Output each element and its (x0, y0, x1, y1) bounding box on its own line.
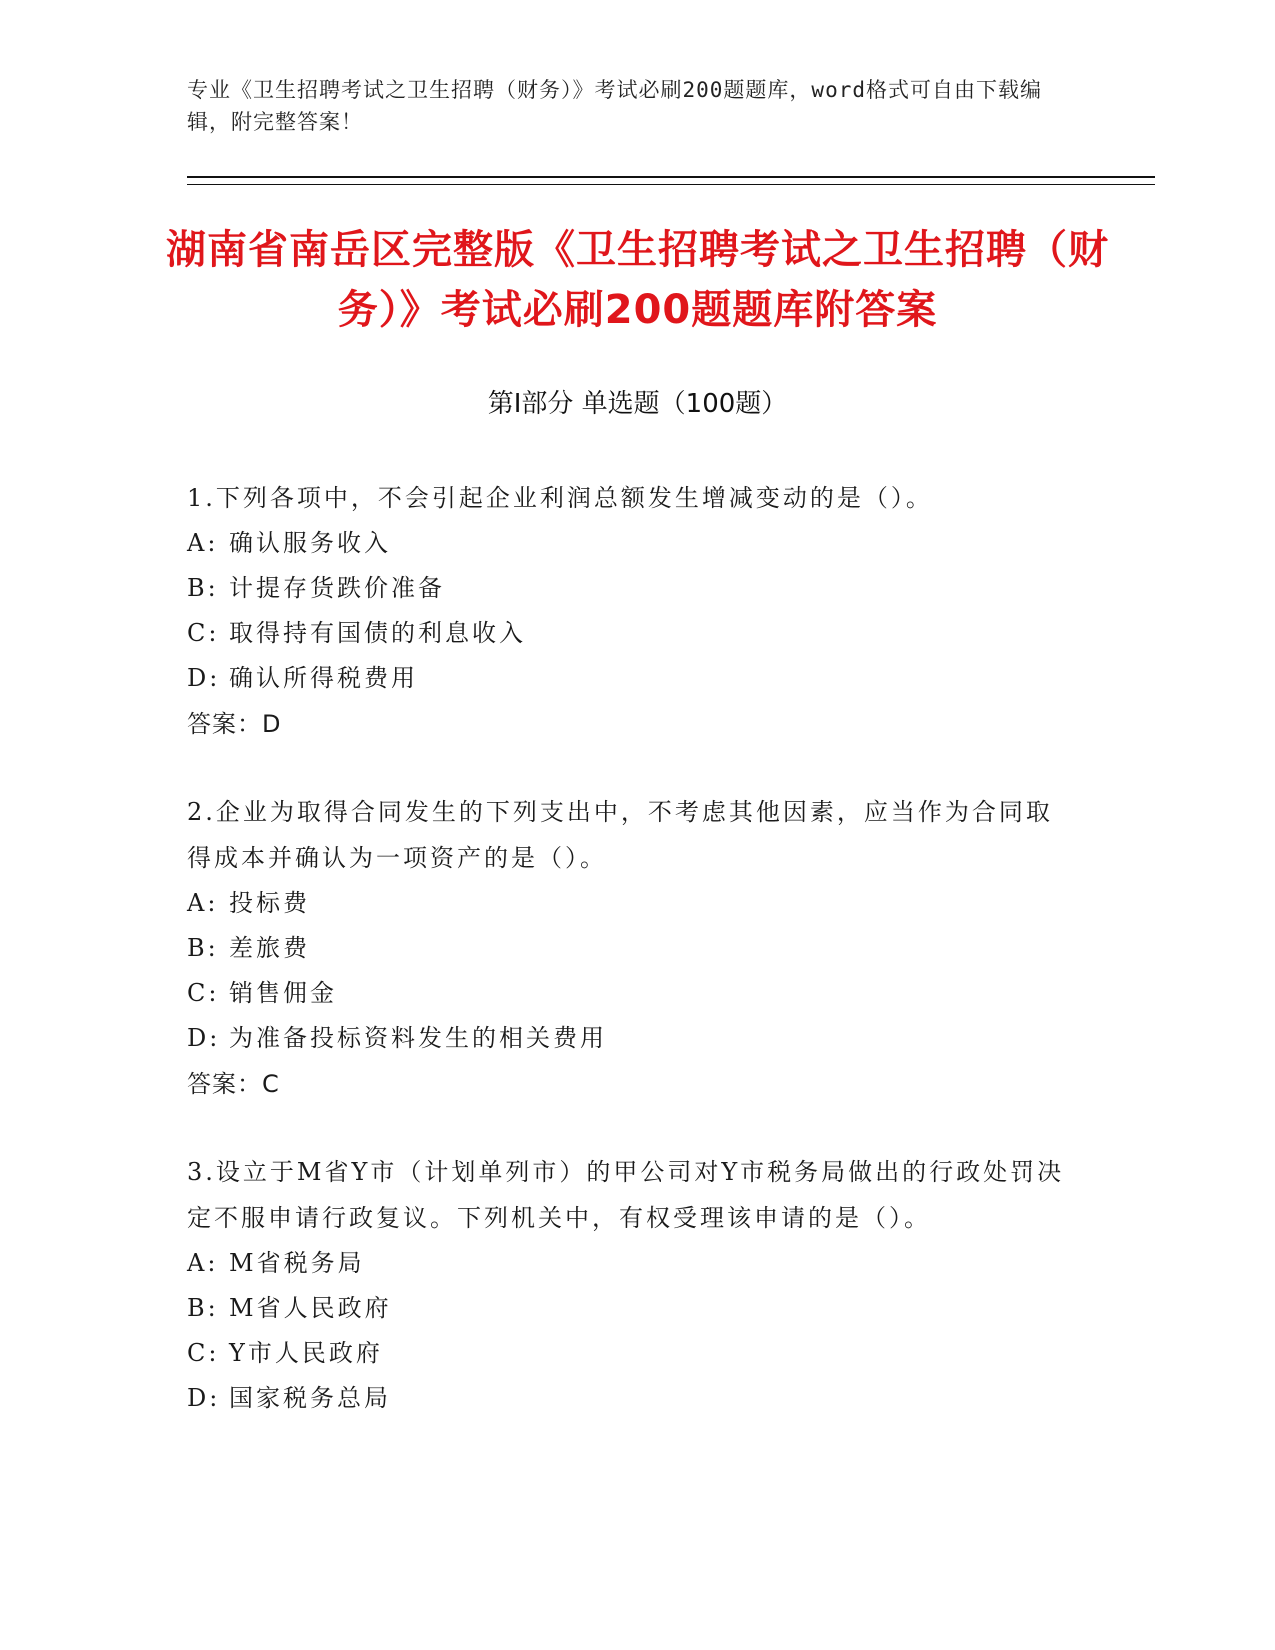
option-text: 取得持有国债的利息收入 (229, 619, 526, 647)
answer-line: 答案：D (187, 710, 282, 738)
option-text: M省税务局 (229, 1249, 365, 1277)
option-key: D: (187, 664, 221, 692)
question-list (187, 475, 1067, 1463)
option-key: B: (187, 1294, 219, 1322)
option-text: 计提存货跌价准备 (229, 574, 445, 602)
option-text: 为准备投标资料发生的相关费用 (229, 1024, 607, 1052)
option-d (187, 1016, 1067, 1061)
option-a (187, 521, 1067, 566)
option-c (187, 611, 1067, 656)
question-text: 3.设立于M省Y市（计划单列市）的甲公司对Y市税务局做出的行政处罚决定不服申请行政复议。下列机关中，有权受理该申请的是（）。 (187, 1158, 1065, 1232)
option-c (187, 1331, 1067, 1376)
header-divider-thick (187, 176, 1155, 178)
option-d (187, 656, 1067, 701)
option-a (187, 1241, 1067, 1286)
question-item (187, 1149, 1067, 1421)
option-b (187, 566, 1067, 611)
option-text: 国家税务总局 (229, 1384, 391, 1412)
option-text: 投标费 (229, 889, 310, 917)
option-key: D: (187, 1024, 221, 1052)
question-text: 2.企业为取得合同发生的下列支出中，不考虑其他因素，应当作为合同取得成本并确认为一项资产的是（）。 (187, 798, 1053, 872)
section-title: 第Ⅰ部分 单选题（100题） (487, 389, 788, 419)
question-item (187, 789, 1067, 1107)
option-key: A: (187, 529, 219, 557)
option-key: D: (187, 1384, 221, 1412)
option-key: B: (187, 574, 219, 602)
option-key: A: (187, 889, 219, 917)
option-key: C: (187, 619, 220, 647)
option-c (187, 971, 1067, 1016)
question-item (187, 475, 1067, 747)
option-text: 确认所得税费用 (229, 664, 418, 692)
header-divider-thin (187, 184, 1155, 185)
option-d (187, 1376, 1067, 1421)
option-text: Y市人民政府 (229, 1339, 383, 1367)
option-key: C: (187, 979, 220, 1007)
option-text: 确认服务收入 (229, 529, 391, 557)
option-text: 销售佣金 (229, 979, 337, 1007)
option-text: 差旅费 (229, 934, 310, 962)
option-key: C: (187, 1339, 220, 1367)
option-key: A: (187, 1249, 219, 1277)
answer-line: 答案：C (187, 1070, 280, 1098)
document-title: 湖南省南岳区完整版《卫生招聘考试之卫生招聘（财务）》考试必刷200题题库附答案 (166, 227, 1109, 333)
question-text: 1.下列各项中，不会引起企业利润总额发生增减变动的是（）。 (187, 484, 933, 512)
option-b (187, 926, 1067, 971)
option-b (187, 1286, 1067, 1331)
option-text: M省人民政府 (229, 1294, 392, 1322)
header-note: 专业《卫生招聘考试之卫生招聘（财务）》考试必刷200题题库，word格式可自由下载编辑，附完整答案！ (187, 78, 1042, 134)
option-a (187, 881, 1067, 926)
option-key: B: (187, 934, 219, 962)
